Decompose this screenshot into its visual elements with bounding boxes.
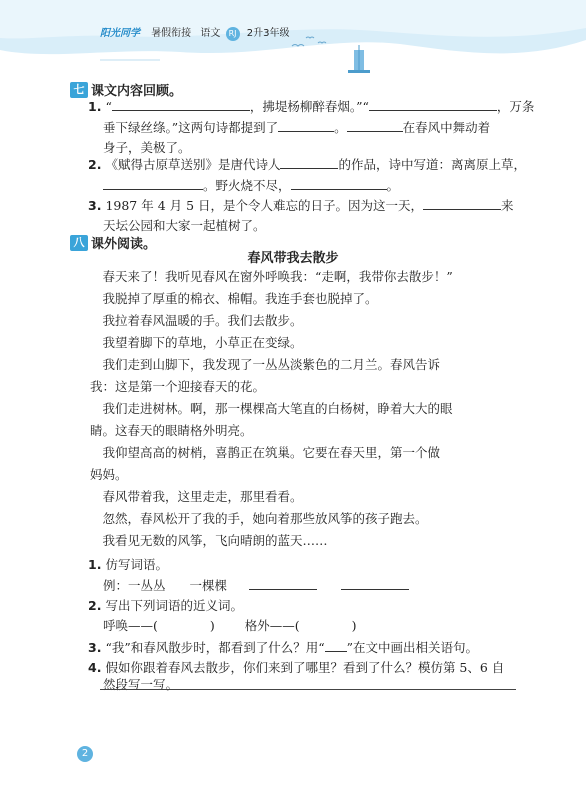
s7-q1-number: 1.	[88, 99, 102, 114]
s7-q3-number: 3.	[88, 198, 102, 213]
s7-q1-line2	[103, 118, 490, 137]
subject-name: 语文	[200, 28, 221, 39]
s7-q1-line3: 身子，美极了。	[103, 140, 191, 155]
header-sky-decoration	[0, 0, 586, 78]
fill-blank[interactable]	[249, 576, 317, 590]
story-paragraph: 我们走到山脚下，我发现了一丛丛淡紫色的二月兰。春风告诉	[90, 357, 441, 372]
story-paragraph: 忽然，春风松开了我的手，她向着那些放风筝的孩子跑去。	[90, 511, 428, 526]
section-7-number: 七	[70, 82, 88, 98]
edition-badge: RJ	[226, 27, 240, 41]
story-title: 春风带我去散步	[247, 251, 339, 266]
brand-logo: 阳光同学	[100, 28, 140, 39]
s7-q3-line2: 天坛公园和大家一起植树了。	[103, 218, 266, 233]
text: 《赋得古原草送别》是唐代诗人	[105, 157, 281, 172]
text: 仿写词语。	[105, 557, 168, 572]
section-8-title: 课外阅读。	[91, 237, 157, 252]
brand-line	[100, 24, 289, 41]
example-label: 例：一丛丛	[103, 578, 166, 593]
story-paragraph: 妈妈。	[90, 467, 128, 482]
text: 呼唤——(	[103, 618, 158, 633]
page-number: 2	[77, 746, 93, 762]
text: 假如你跟着春风去散步，你们来到了哪里？看到了什么？模仿第 5、6 自	[105, 660, 505, 675]
s7-q3-line1	[88, 196, 514, 215]
story-paragraph: 我看见无数的风筝，飞向晴朗的蓝天……	[90, 533, 328, 548]
text: ”在文中画出相关语句。	[346, 640, 479, 655]
text: 在春风中舞动着	[402, 120, 491, 135]
s8-q4-number: 4.	[88, 660, 102, 675]
text: )	[351, 618, 357, 633]
story-paragraph: 我仰望高高的树梢，喜鹊正在筑巢。它要在春天里，第一个做	[90, 445, 441, 460]
section-8-number: 八	[70, 235, 88, 251]
story-paragraph: 我：这是第一个迎接春天的花。	[90, 379, 266, 394]
underline-sample	[325, 638, 347, 652]
s7-q2-line1	[88, 155, 526, 174]
text: 。	[386, 178, 400, 193]
story-paragraph: 我拉着春风温暖的手。我们去散步。	[90, 313, 303, 328]
text: 垂下绿丝绦。”这两句诗都提到了	[103, 120, 279, 135]
fill-blank[interactable]	[103, 176, 203, 190]
section-7-title: 课文内容回顾。	[91, 84, 183, 99]
text: 1987 年 4 月 5 日，是个令人难忘的日子。因为这一天，	[105, 198, 424, 213]
fill-blank[interactable]	[341, 576, 409, 590]
s8-q3-number: 3.	[88, 640, 102, 655]
grade-label: 2升3年级	[246, 28, 290, 39]
story-paragraph: 我望着脚下的草地，小草正在变绿。	[90, 335, 303, 350]
text: )	[209, 618, 215, 633]
text: “	[105, 99, 112, 114]
s8-q1-number: 1.	[88, 557, 102, 572]
story-paragraph: 睛。这春天的眼睛格外明亮。	[90, 423, 253, 438]
story-paragraph: 我脱掉了厚重的棉衣、棉帽。我连手套也脱掉了。	[90, 291, 378, 306]
text: ，拂堤杨柳醉春烟。”“	[249, 99, 369, 114]
example-word: 一棵棵	[189, 578, 227, 593]
text: “我”和春风散步时，都看到了什么？用“	[105, 640, 325, 655]
text: 格外——(	[244, 618, 300, 633]
s8-q3	[88, 638, 478, 657]
s7-q2-line2	[103, 176, 399, 195]
page-header	[0, 0, 586, 78]
text: 。	[334, 120, 347, 135]
story-paragraph: 我们走进树林。啊，那一棵棵高大笔直的白杨树，睁着大大的眼	[90, 401, 453, 416]
story-paragraph: 春天来了！我听见春风在窗外呼唤我：“走啊，我带你去散步！”	[90, 269, 453, 284]
text: 的作品，诗中写道：离离原上草，	[338, 157, 526, 172]
fill-blank[interactable]	[291, 176, 387, 190]
writing-answer-line[interactable]	[100, 689, 516, 690]
s8-q2	[88, 597, 243, 615]
fill-blank[interactable]	[369, 97, 497, 111]
fill-blank[interactable]	[278, 118, 334, 132]
s8-q1-example	[103, 576, 409, 595]
s8-q1	[88, 556, 168, 574]
s7-q2-number: 2.	[88, 157, 102, 172]
fill-blank[interactable]	[112, 97, 250, 111]
story-paragraph: 春风带着我，这里走走，那里看看。	[90, 489, 303, 504]
sailboat-icon	[348, 45, 370, 73]
s8-q2-words	[103, 617, 357, 635]
fill-blank[interactable]	[280, 155, 338, 169]
s8-q4-line2: 然段写一写。	[103, 677, 179, 692]
text: ，万条	[496, 99, 535, 114]
s8-q2-number: 2.	[88, 598, 102, 613]
series-name: 暑假衔接	[151, 28, 192, 39]
text: 。野火烧不尽，	[203, 178, 291, 193]
s7-q1-line1	[88, 97, 534, 116]
text: 写出下列词语的近义词。	[105, 598, 243, 613]
s8-q4-line1	[88, 659, 504, 677]
fill-blank[interactable]	[423, 196, 501, 210]
text: 来	[501, 198, 514, 213]
fill-blank[interactable]	[347, 118, 403, 132]
